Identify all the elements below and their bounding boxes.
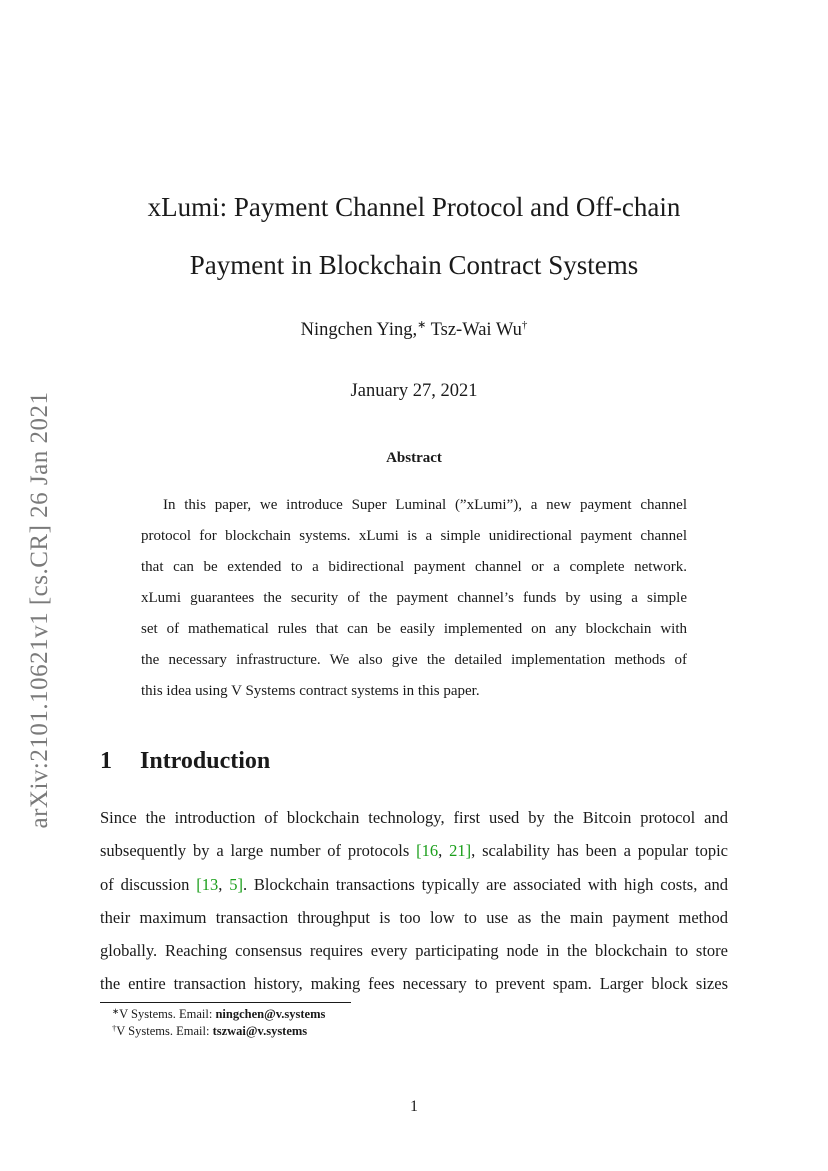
author-name: Tsz-Wai Wu xyxy=(430,320,522,340)
footnote-divider xyxy=(100,1002,351,1003)
paper-title-line-1: xLumi: Payment Channel Protocol and Off-chain xyxy=(147,192,681,222)
author-footnote-mark: ∗ xyxy=(417,319,427,331)
footnote-item xyxy=(112,1023,325,1040)
footnote-email[interactable]: ningchen@v.systems xyxy=(215,1007,326,1021)
introduction-body xyxy=(100,801,728,1001)
author-footnote-mark: † xyxy=(521,319,528,331)
citation-bracket: ] xyxy=(465,841,472,861)
body-text-fragment: . Blockchain transactions typically are associated with high costs, and xyxy=(242,874,729,894)
arxiv-identifier-text: arXiv:2101.10621v1 [cs.CR] 26 Jan 2021 xyxy=(26,391,53,829)
body-text-fragment: subsequently by a large number of protocols xyxy=(100,841,417,861)
body-line xyxy=(100,834,728,867)
paper-title-line-2: Payment in Blockchain Contract Systems xyxy=(189,250,639,280)
section-title: Introduction xyxy=(140,748,271,774)
footnote-item xyxy=(112,1006,325,1023)
body-line: globally. Reaching consensus requires every participating node in the blockchain to store xyxy=(100,941,728,961)
abstract-heading: Abstract xyxy=(386,450,442,466)
author-name: Ningchen Ying, xyxy=(300,320,418,340)
footnote-text: V Systems. Email: xyxy=(116,1023,213,1038)
paper-date: January 27, 2021 xyxy=(350,381,478,401)
abstract-line: In this paper, we introduce Super Luminal (”xLumi”), a new payment channel xyxy=(163,497,687,513)
footnote-text: V Systems. Email: xyxy=(119,1007,216,1021)
citation-separator: , xyxy=(218,874,230,894)
body-line xyxy=(100,868,728,901)
footnote-mark: ∗ xyxy=(112,1006,120,1016)
abstract-line: protocol for blockchain systems. xLumi is a simple unidirectional payment channel xyxy=(141,528,687,544)
citation-link-13[interactable]: 13 xyxy=(201,874,219,894)
citation-bracket: [ xyxy=(196,874,202,894)
author-list xyxy=(100,320,728,341)
abstract-line: xLumi guarantees the security of the payment channel’s funds by using a simple xyxy=(141,590,687,606)
body-text-fragment: of discussion xyxy=(100,874,197,894)
page-number: 1 xyxy=(410,1098,418,1115)
paper-title xyxy=(100,178,728,294)
arxiv-identifier-stamp xyxy=(17,370,63,850)
citation-bracket: [ xyxy=(416,841,422,861)
footnote-email[interactable]: tszwai@v.systems xyxy=(212,1023,308,1038)
body-line: their maximum transaction throughput is too low to use as the main payment method xyxy=(100,907,728,927)
footnotes xyxy=(112,1006,325,1039)
citation-bracket: ] xyxy=(237,874,243,894)
abstract-line: the necessary infrastructure. We also give the detailed implementation methods of xyxy=(141,652,687,668)
footnote-mark: † xyxy=(112,1022,117,1033)
citation-link-16[interactable]: 16 xyxy=(421,841,439,861)
abstract-body xyxy=(141,490,687,707)
citation-link-21[interactable]: 21 xyxy=(449,841,466,861)
body-line: Since the introduction of blockchain technology, first used by the Bitcoin protocol and xyxy=(100,808,728,827)
citation-separator: , xyxy=(438,841,450,861)
abstract-line: this idea using V Systems contract systems in this paper. xyxy=(141,683,480,699)
citation-link-5[interactable]: 5 xyxy=(229,874,238,894)
abstract-line: set of mathematical rules that can be easily implemented on any blockchain with xyxy=(141,621,687,637)
section-heading-introduction xyxy=(100,748,270,775)
body-text-fragment: , scalability has been a popular topic xyxy=(471,841,728,861)
section-number: 1 xyxy=(100,748,112,774)
body-line: the entire transaction history, making fees necessary to prevent spam. Larger block sizes xyxy=(100,974,728,994)
abstract-line: that can be extended to a bidirectional payment channel or a complete network. xyxy=(141,559,687,575)
